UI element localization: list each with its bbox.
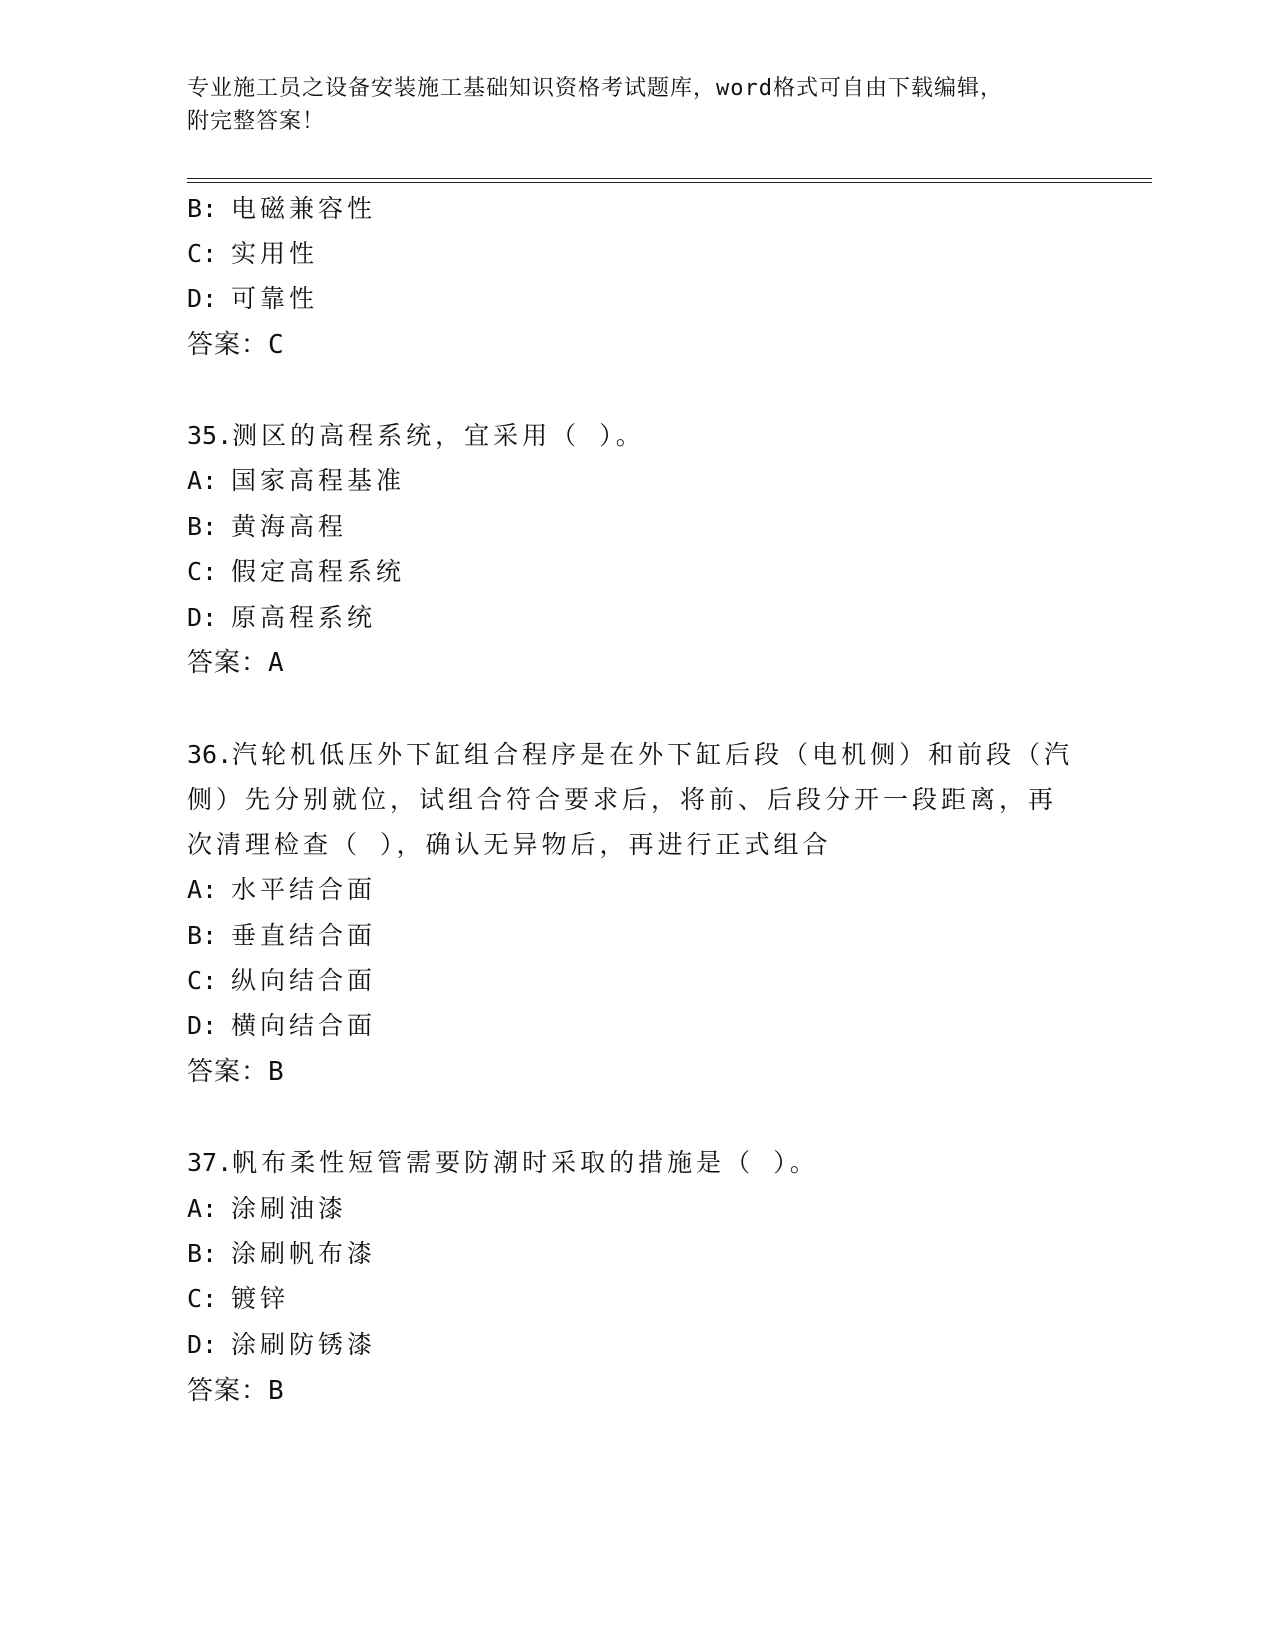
header-divider — [187, 178, 1152, 183]
option-c: C: 假定高程系统 — [187, 557, 406, 586]
header-line-1: 专业施工员之设备安装施工基础知识资格考试题库，word格式可自由下载编辑， — [187, 76, 1003, 101]
option-d: D: 可靠性 — [187, 284, 319, 313]
header-line-2: 附完整答案！ — [187, 109, 326, 134]
question-36-text-line-2: 侧）先分别就位，试组合符合要求后，将前、后段分开一段距离，再 — [187, 785, 1058, 814]
answer-line: 答案：B — [187, 1057, 285, 1087]
option-d: D: 原高程系统 — [187, 603, 377, 632]
option-c: C: 实用性 — [187, 239, 319, 268]
option-c: C: 纵向结合面 — [187, 966, 377, 995]
option-d: D: 涂刷防锈漆 — [187, 1330, 377, 1359]
answer-line: 答案：A — [187, 648, 285, 678]
answer-line: 答案：B — [187, 1376, 285, 1406]
option-a: A: 国家高程基准 — [187, 466, 406, 495]
option-a: A: 水平结合面 — [187, 875, 377, 904]
option-b: B: 垂直结合面 — [187, 921, 377, 950]
option-a: A: 涂刷油漆 — [187, 1194, 348, 1223]
question-35-text: 35.测区的高程系统，宜采用（ ）。 — [187, 421, 645, 450]
question-37-text: 37.帆布柔性短管需要防潮时采取的措施是（ ）。 — [187, 1148, 819, 1177]
option-c: C: 镀锌 — [187, 1284, 290, 1313]
option-b: B: 涂刷帆布漆 — [187, 1239, 377, 1268]
question-36-text-line-1: 36.汽轮机低压外下缸组合程序是在外下缸后段（电机侧）和前段（汽 — [187, 740, 1074, 769]
option-b: B: 电磁兼容性 — [187, 194, 377, 223]
option-b: B: 黄海高程 — [187, 512, 348, 541]
answer-line: 答案：C — [187, 330, 285, 360]
question-36-text-line-3: 次清理检查（ ），确认无异物后，再进行正式组合 — [187, 830, 832, 859]
option-d: D: 横向结合面 — [187, 1011, 377, 1040]
document-header — [187, 72, 1087, 138]
